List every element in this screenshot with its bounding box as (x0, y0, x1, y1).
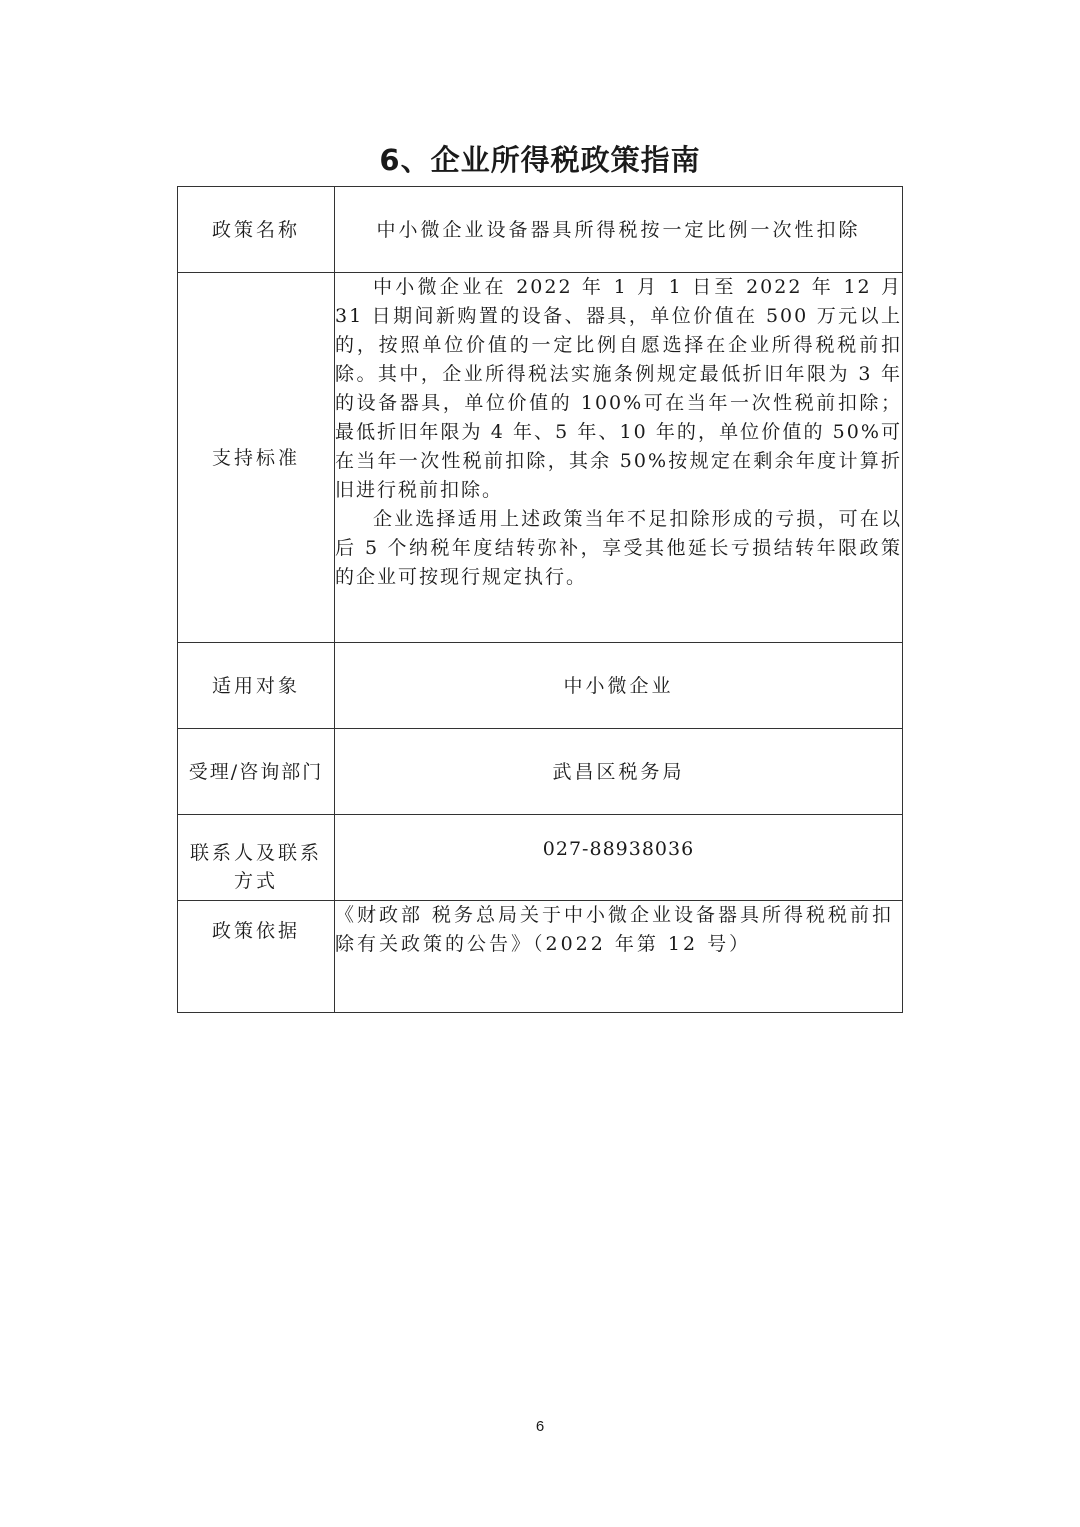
policy-table (177, 186, 903, 1013)
policy-name-label: 政策名称 (178, 187, 335, 273)
contact-value: 027-88938036 (335, 815, 903, 901)
table-row-department (178, 729, 903, 815)
department-label: 受理/咨询部门 (178, 729, 335, 815)
policy-basis-label: 政策依据 (178, 901, 335, 1013)
table-row-applicable-objects (178, 643, 903, 729)
page-title: 6、企业所得税政策指南 (379, 143, 701, 177)
support-standard-paragraph-2: 企业选择适用上述政策当年不足扣除形成的亏损，可在以后 5 个纳税年度结转弥补，享受其他延长亏损结转年限政策的企业可按现行规定执行。 (335, 508, 902, 588)
department-value: 武昌区税务局 (335, 729, 903, 815)
support-standard-value (335, 273, 903, 643)
page-number: 6 (535, 1418, 545, 1435)
table-row-contact (178, 815, 903, 901)
applicable-objects-value: 中小微企业 (335, 643, 903, 729)
policy-name-value: 中小微企业设备器具所得税按一定比例一次性扣除 (335, 187, 903, 273)
support-standard-paragraph-1: 中小微企业在 2022 年 1 月 1 日至 2022 年 12 月 31 日期间新购置的设备、器具，单位价值在 500 万元以上的，按照单位价值的一定比例自愿选择在企业所得税税前扣除。其中，企业所得税法实施条例规定最低折旧年限为 3 年的设备器具，单位价值的 100%可在当年一次性税前扣除；最低折旧年限为 4 年、5 年、10 年的，单位价值的 50%可在当年一次性税前扣除，其余 50%按规定在剩余年度计算折旧进行税前扣除。 (335, 276, 902, 501)
policy-basis-value: 《财政部 税务总局关于中小微企业设备器具所得税税前扣除有关政策的公告》（2022 年第 12 号） (335, 901, 903, 1013)
applicable-objects-label: 适用对象 (178, 643, 335, 729)
support-standard-label: 支持标准 (178, 273, 335, 643)
table-row-policy-name (178, 187, 903, 273)
table-row-policy-basis (178, 901, 903, 1013)
contact-label: 联系人及联系方式 (178, 815, 335, 901)
table-row-support-standard (178, 273, 903, 643)
